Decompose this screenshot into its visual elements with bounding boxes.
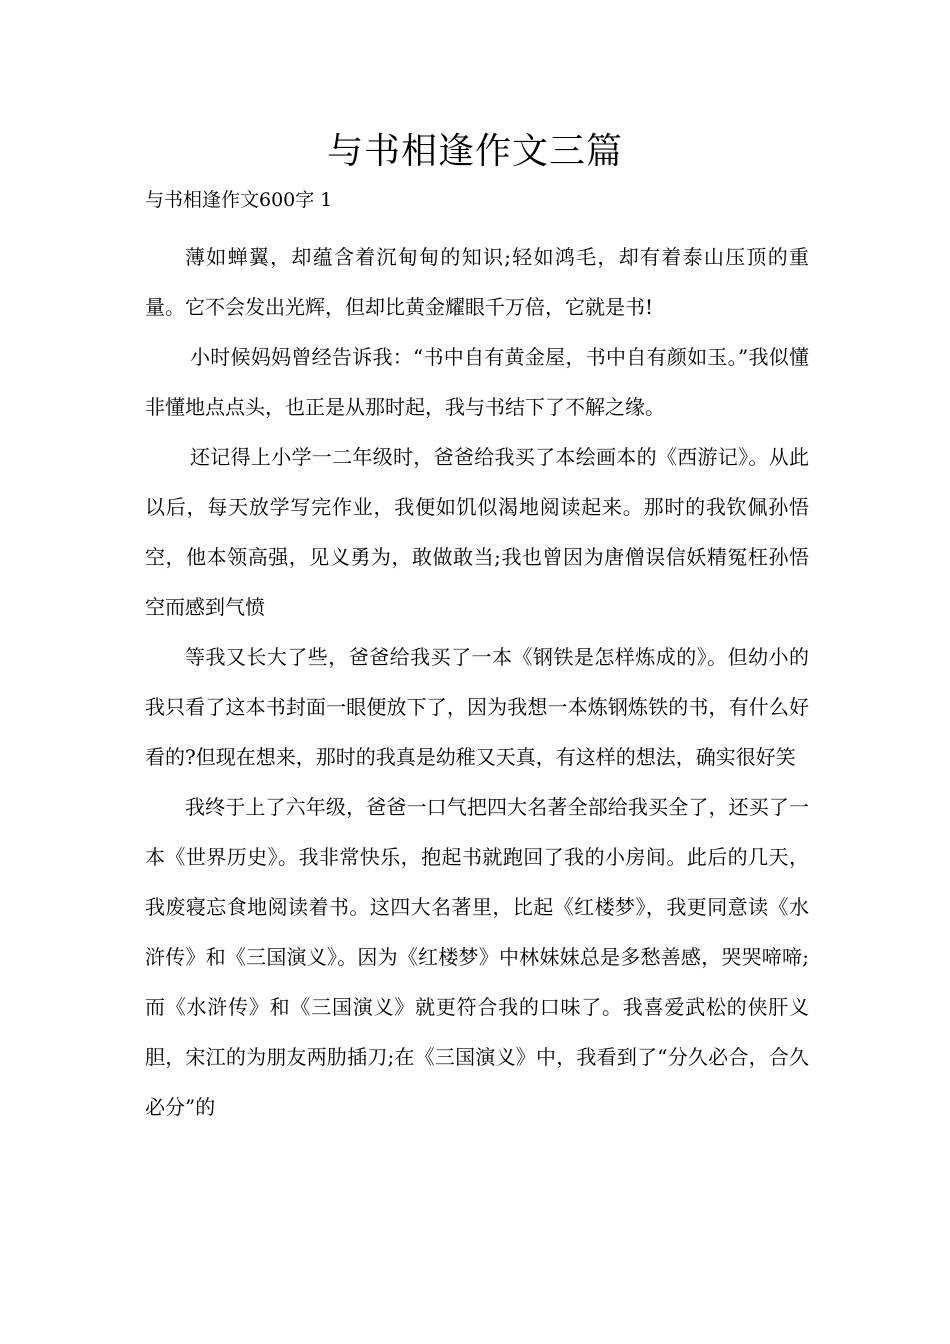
paragraph-1: 薄如蝉翼，却蕴含着沉甸甸的知识;轻如鸿毛，却有着泰山压顶的重量。它不会发出光辉，但却比黄金耀眼千万倍，它就是书! bbox=[145, 245, 809, 319]
paragraph-2: 小时候妈妈曾经告诉我：“书中自有黄金屋，书中自有颜如玉。”我似懂非懂地点点头，也正是从那时起，我与书结下了不解之缘。 bbox=[145, 345, 809, 419]
paragraph-5: 我终于上了六年级，爸爸一口气把四大名著全部给我买全了，还买了一本《世界历史》。我非常快乐，抱起书就跑回了我的小房间。此后的几天，我废寝忘食地阅读着书。这四大名著里，比起《红楼梦》，我更同意读《水浒传》和《三国演义》。因为《红楼梦》中林妹妹总是多愁善感，哭哭啼啼;而《水浒传》和《三国演义》就更符合我的口味了。我喜爱武松的侠肝义胆，宋江的为朋友两肋插刀;在《三国演义》中，我看到了“分久必合，合久必分”的 bbox=[145, 795, 809, 1119]
paragraph-4: 等我又长大了些，爸爸给我买了一本《钢铁是怎样炼成的》。但幼小的我只看了这本书封面一眼便放下了，因为我想一本炼钢炼铁的书，有什么好看的?但现在想来，那时的我真是幼稚又天真，有这样的想法，确实很好笑 bbox=[145, 645, 809, 769]
document-body bbox=[145, 232, 809, 1132]
document-subtitle: 与书相逢作文600字 1 bbox=[145, 189, 333, 211]
paragraph-3: 还记得上小学一二年级时，爸爸给我买了本绘画本的《西游记》。从此以后，每天放学写完作业，我便如饥似渴地阅读起来。那时的我钦佩孙悟空，他本领高强，见义勇为，敢做敢当;我也曾因为唐僧误信妖精冤枉孙悟空而感到气愤 bbox=[145, 445, 809, 619]
document-title: 与书相逢作文三篇 bbox=[326, 131, 623, 172]
